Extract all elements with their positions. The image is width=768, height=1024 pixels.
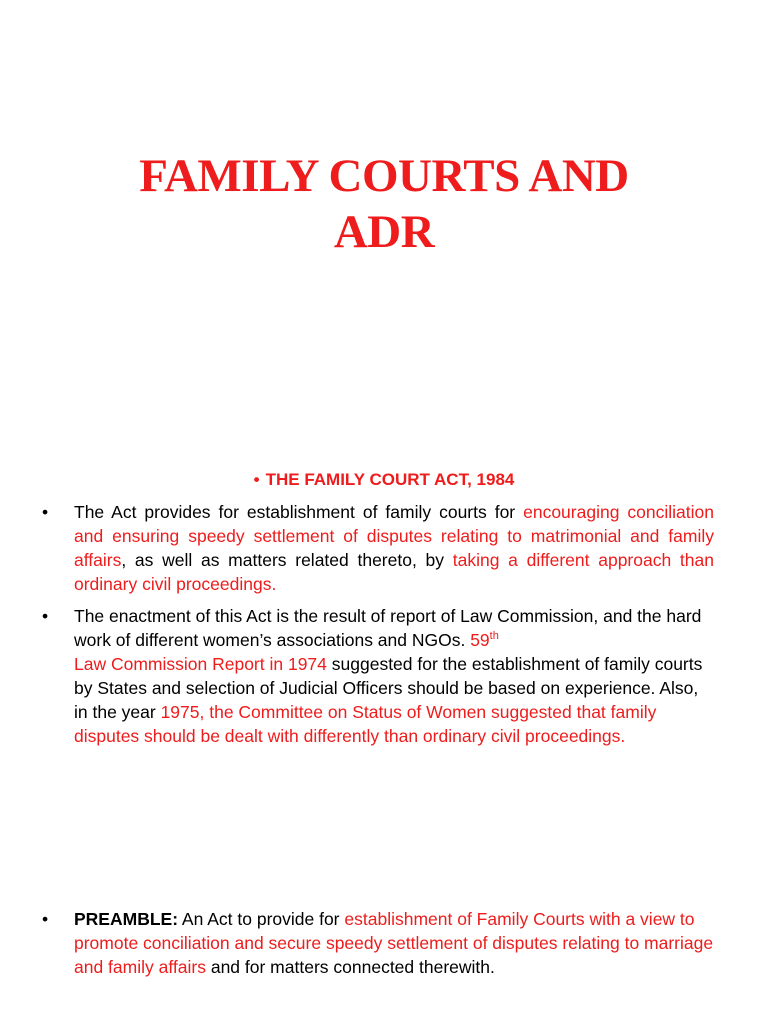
title-line-2: ADR [333, 206, 435, 258]
act-heading [0, 468, 768, 492]
bullet-icon: • [42, 502, 49, 522]
bullet-icon: • [253, 470, 260, 489]
bullet-icon: • [42, 909, 49, 929]
bullet-enactment-text: The enactment of this Act is the result of report of Law Commission, and the hard work of different women’s associations and NGOs. 59th Law Commission Report in 1974 suggested for the establishment of family courts by States and selection of Judicial Officers should be based on experience. Also, in the year 1975, the Committee on Status of Women suggested that family disputes should be dealt with differently than ordinary civil proceedings. [74, 606, 703, 746]
act-heading-text: THE FAMILY COURT ACT, 1984 [265, 470, 515, 489]
preamble-label: PREAMBLE: [74, 909, 179, 929]
bullet-icon: • [42, 606, 49, 626]
bullet-act-provides [42, 500, 714, 596]
bullet-preamble-text: PREAMBLE: An Act to provide for establishment of Family Courts with a view to promote conciliation and secure speedy settlement of disputes relating to marriage and family affairs and for matters connected therewith. [74, 909, 714, 977]
page-title [60, 148, 708, 260]
title-line-1: FAMILY COURTS AND [139, 150, 629, 202]
bullet-act-provides-text: The Act provides for establishment of family courts for encouraging conciliation and ensuring speedy settlement of disputes relating to matrimonial and family affairs, as well as matters related thereto, by taking a different approach than ordinary civil proceedings. [74, 502, 714, 594]
bullet-preamble [42, 907, 714, 979]
bullet-enactment [42, 604, 714, 748]
